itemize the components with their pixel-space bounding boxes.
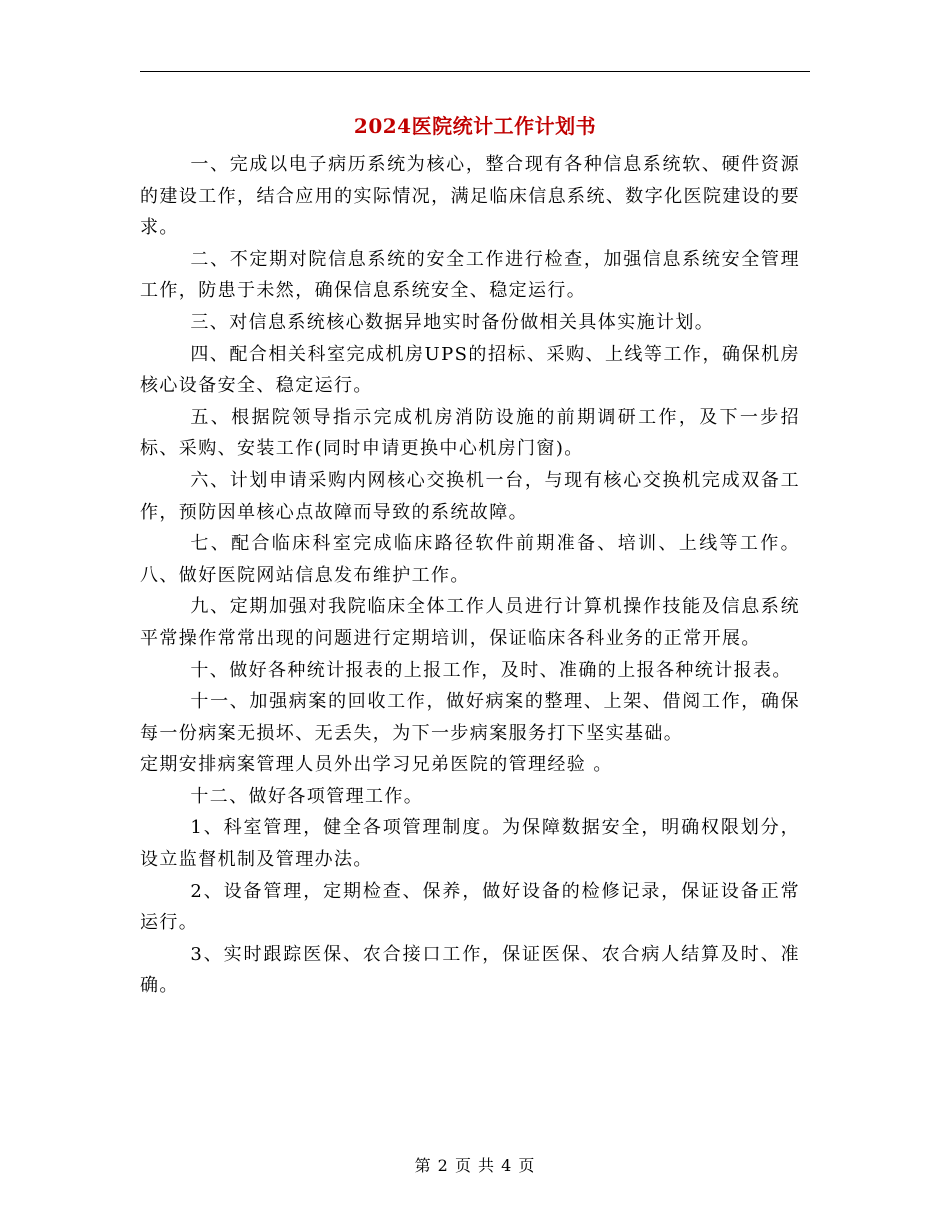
paragraph-6: 六、计划申请采购内网核心交换机一台，与现有核心交换机完成双备工作，预防因单核心点故障而导致的系统故障。 xyxy=(140,469,800,523)
paragraph-12: 十二、做好各项管理工作。 xyxy=(190,785,424,807)
paragraph-5: 五、根据院领导指示完成机房消防设施的前期调研工作，及下一步招标、采购、安装工作(同时申请更换中心机房门窗)。 xyxy=(140,406,800,460)
paragraph-1: 一、完成以电子病历系统为核心，整合现有各种信息系统软、硬件资源的建设工作，结合应用的实际情况，满足临床信息系统、数字化医院建设的要求。 xyxy=(140,154,800,239)
paragraph-11: 十一、加强病案的回收工作，做好病案的整理、上架、借阅工作，确保每一份病案无损坏、无丢失，为下一步病案服务打下坚实基础。 xyxy=(140,691,800,744)
paragraph-2: 二、不定期对院信息系统的安全工作进行检查，加强信息系统安全管理工作，防患于未然，确保信息系统安全、稳定运行。 xyxy=(140,248,800,302)
paragraph-4: 四、配合相关科室完成机房UPS的招标、采购、上线等工作，确保机房核心设备安全、稳定运行。 xyxy=(140,343,800,397)
paragraph-12-item-1: 1、科室管理，健全各项管理制度。为保障数据安全，明确权限划分，设立监督机制及管理办法。 xyxy=(140,817,800,871)
document-title: 2024医院统计工作计划书 xyxy=(353,114,597,138)
paragraph-10: 十、做好各种统计报表的上报工作，及时、准确的上报各种统计报表。 xyxy=(190,659,792,681)
paragraph-12-item-3: 3、实时跟踪医保、农合接口工作，保证医保、农合病人结算及时、准确。 xyxy=(140,943,800,997)
header-rule xyxy=(140,71,810,72)
paragraph-11-continued: 定期安排病案管理人员外出学习兄弟医院的管理经验 。 xyxy=(140,754,613,776)
paragraph-7: 七、配合临床科室完成临床路径软件前期准备、培训、上线等工作。 八、做好医院网站信息发布维护工作。 xyxy=(140,533,800,586)
paragraph-3: 三、对信息系统核心数据异地实时备份做相关具体实施计划。 xyxy=(190,311,715,333)
paragraph-12-item-2: 2、设备管理，定期检查、保养，做好设备的检修记录，保证设备正常运行。 xyxy=(140,880,800,934)
document-body xyxy=(140,149,800,1002)
paragraph-9: 九、定期加强对我院临床全体工作人员进行计算机操作技能及信息系统平常操作常常出现的问题进行定期培训，保证临床各科业务的正常开展。 xyxy=(140,596,800,649)
page-number: 第 2 页 共 4 页 xyxy=(414,1156,536,1175)
